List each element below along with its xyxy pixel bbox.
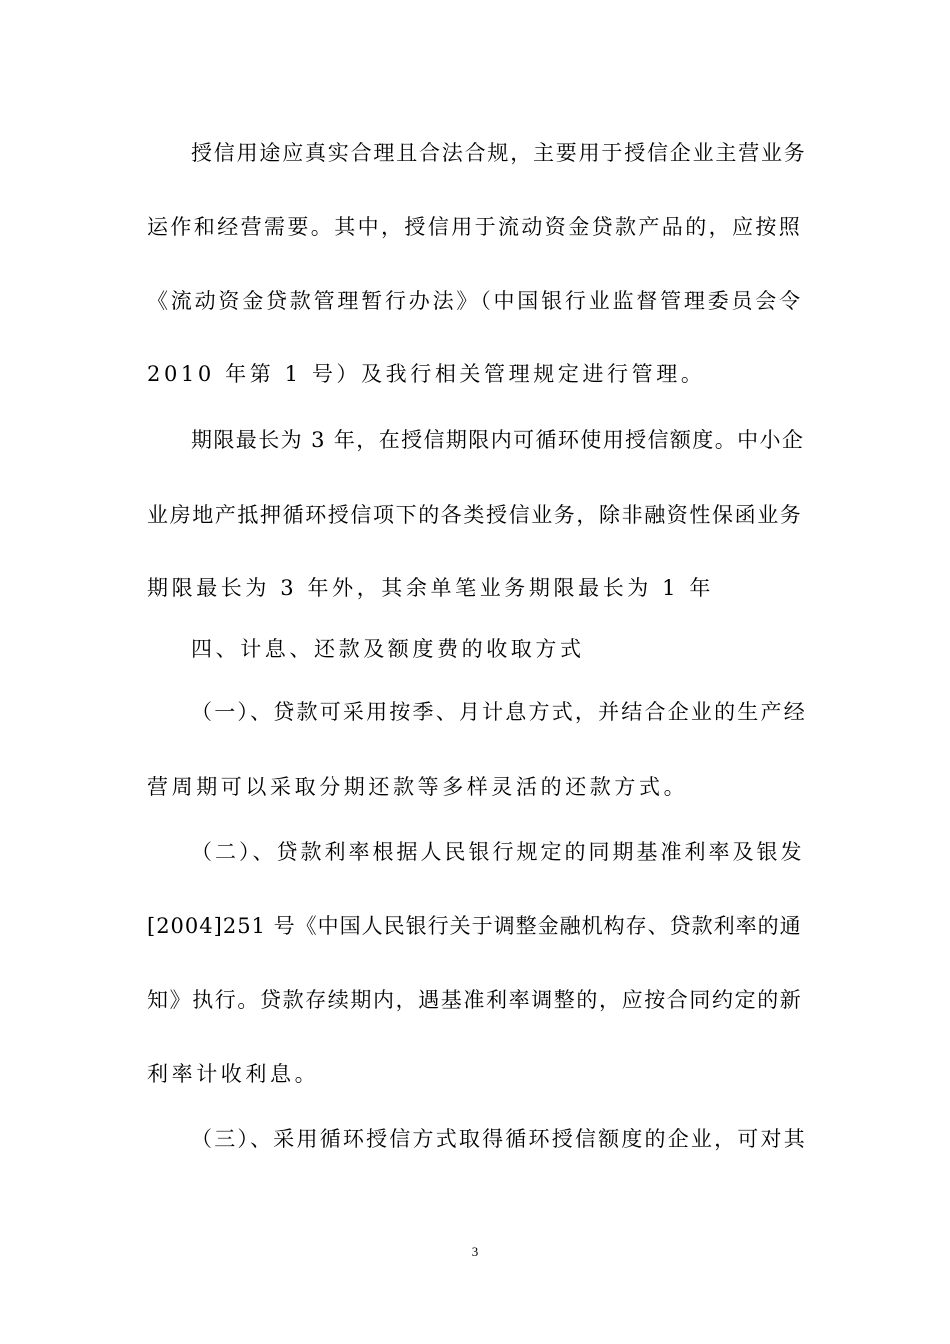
page-number: 3	[471, 1244, 479, 1259]
paragraph-line: [2004]251 号《中国人民银行关于调整金融机构存、贷款利率的通	[147, 914, 802, 938]
paragraph-line: 2010 年第 1 号）及我行相关管理规定进行管理。	[147, 362, 706, 386]
paragraph-line: （三）、采用循环授信方式取得循环授信额度的企业，可对其	[191, 1127, 807, 1151]
section-heading: 四、计息、还款及额度费的收取方式	[191, 637, 585, 661]
paragraph-line: 《流动资金贷款管理暂行办法》（中国银行业监督管理委员会令	[147, 289, 803, 313]
paragraph-line: 营周期可以采取分期还款等多样灵活的还款方式。	[147, 775, 689, 799]
paragraph-line: 业房地产抵押循环授信项下的各类授信业务，除非融资性保函业务	[147, 503, 803, 527]
paragraph-line: 期限最长为 3 年外，其余单笔业务期限最长为 1 年	[147, 576, 715, 600]
paragraph-line: 授信用途应真实合理且合法合规，主要用于授信企业主营业务	[191, 141, 807, 165]
paragraph-line: 知》执行。贷款存续期内，遇基准利率调整的，应按合同约定的新	[147, 988, 803, 1012]
paragraph-line: 期限最长为 3 年，在授信期限内可循环使用授信额度。中小企	[191, 428, 805, 452]
paragraph-line: 利率计收利息。	[147, 1062, 320, 1086]
paragraph-line: （一）、贷款可采用按季、月计息方式，并结合企业的生产经	[191, 700, 807, 724]
paragraph-line: （二）、贷款利率根据人民银行规定的同期基准利率及银发	[191, 840, 805, 864]
paragraph-line: 运作和经营需要。其中，授信用于流动资金贷款产品的，应按照	[147, 215, 803, 239]
